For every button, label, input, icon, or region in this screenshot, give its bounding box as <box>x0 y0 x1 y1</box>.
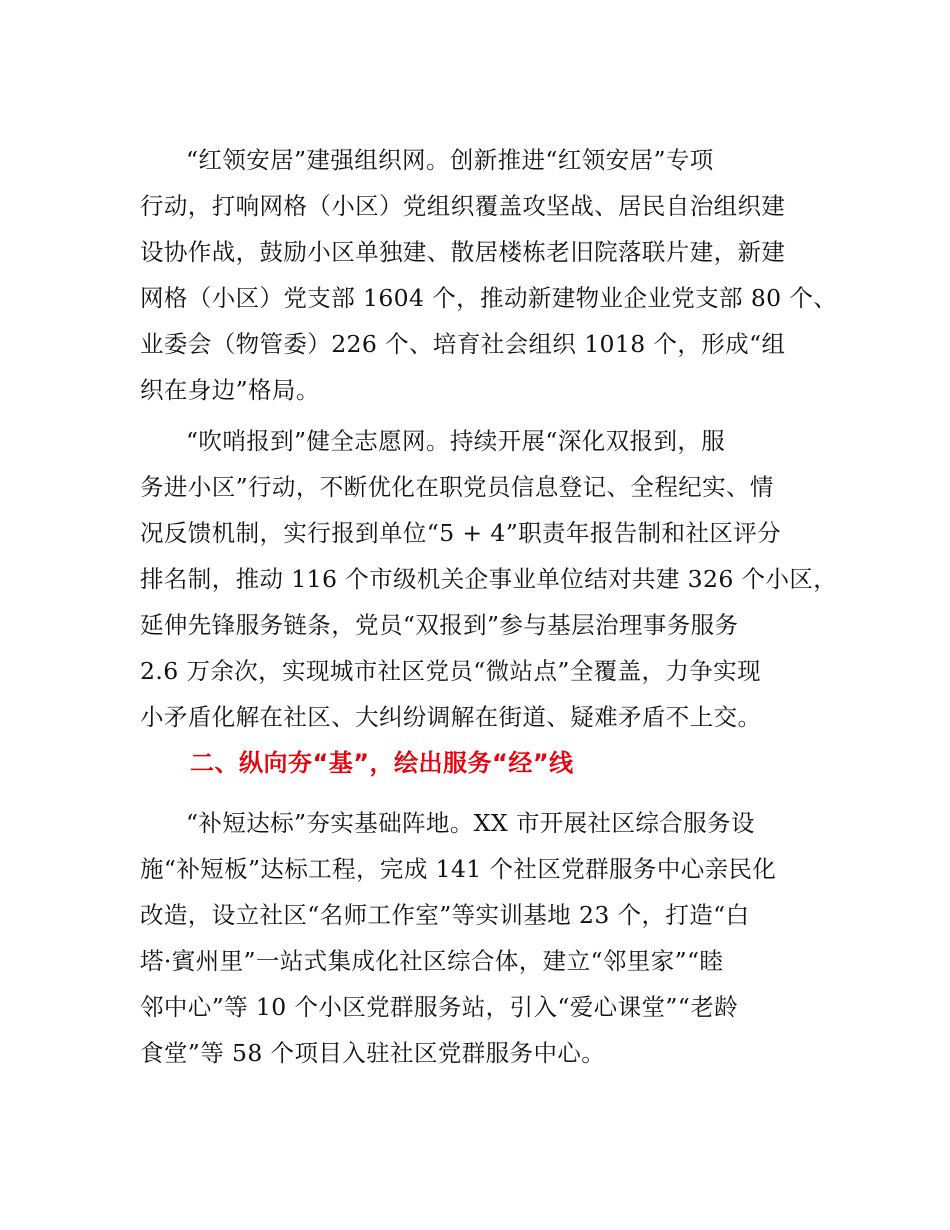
paragraph-red-collar-housing <box>140 137 838 413</box>
paragraph-line: “吹哨报到”健全志愿网。持续开展“深化双报到，服 <box>186 427 726 455</box>
paragraph-line: 施“补短板”达标工程，完成 141 个社区党群服务中心亲民化 <box>140 855 777 883</box>
paragraph-line: 小矛盾化解在社区、大纠纷调解在街道、疑难矛盾不上交。 <box>140 703 762 731</box>
paragraph-line: 邻中心”等 10 个小区党群服务站，引入“爱心课堂”“老龄 <box>140 993 738 1021</box>
paragraph-line: 网格（小区）党支部 1604 个，推动新建物业企业党支部 80 个、 <box>140 284 838 312</box>
paragraph-line: 设协作战，鼓励小区单独建、散居楼栋老旧院落联片建，新建 <box>140 238 786 266</box>
paragraph-fill-gaps <box>140 800 820 1076</box>
paragraph-line: 行动，打响网格（小区）党组织覆盖攻坚战、居民自治组织建 <box>140 192 786 220</box>
paragraph-line: “红领安居”建强组织网。创新推进“红领安居”专项 <box>186 146 714 174</box>
paragraph-whistle-report <box>140 418 838 740</box>
paragraph-line: 延伸先锋服务链条，党员“双报到”参与基层治理事务服务 <box>140 611 739 639</box>
paragraph-line: 2.6 万余次，实现城市社区党员“微站点”全覆盖，力争实现 <box>140 657 761 685</box>
paragraph-line: 排名制，推动 116 个市级机关企事业单位结对共建 326 个小区， <box>140 565 838 593</box>
paragraph-line: 务进小区”行动，不断优化在职党员信息登记、全程纪实、情 <box>140 473 774 501</box>
paragraph-line: 食堂”等 58 个项目入驻社区党群服务中心。 <box>140 1039 606 1067</box>
paragraph-line: 塔·賓州里”一站式集成化社区综合体，建立“邻里家”“睦 <box>140 947 724 975</box>
section-heading: 二、纵向夯“基”，绘出服务“经”线 <box>190 749 574 777</box>
paragraph-line: 改造，设立社区“名师工作室”等实训基地 23 个，打造“白 <box>140 901 750 929</box>
paragraph-line: 况反馈机制，实行报到单位“5 + 4”职责年报告制和社区评分 <box>140 519 782 547</box>
paragraph-line: “补短达标”夯实基础阵地。XX 市开展社区综合服务设 <box>186 809 755 837</box>
paragraph-line: 业委会（物管委）226 个、培育社会组织 1018 个，形成“组 <box>140 330 786 358</box>
paragraph-line: 织在身边”格局。 <box>140 376 320 404</box>
